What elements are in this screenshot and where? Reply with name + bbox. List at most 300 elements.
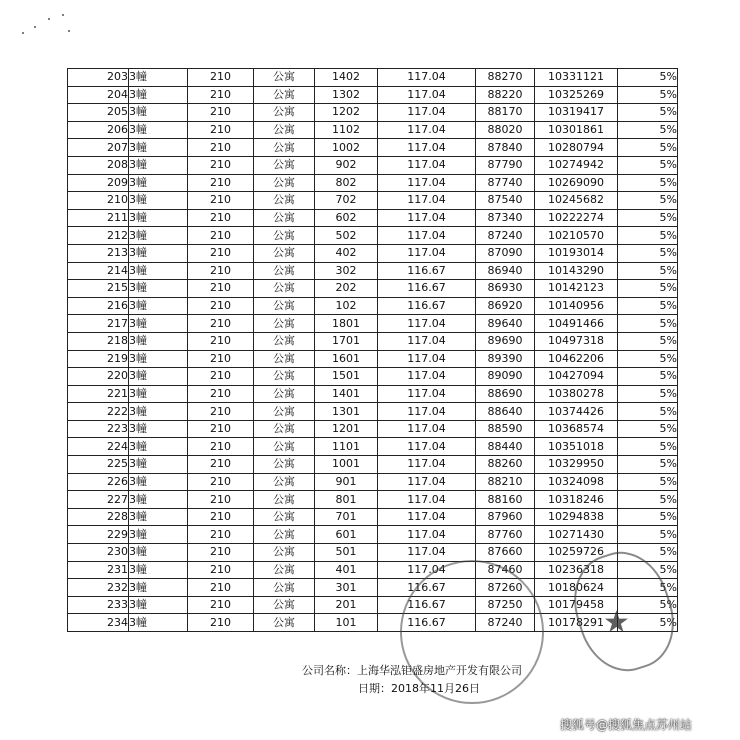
area-cell: 116.67	[378, 262, 476, 280]
rate-cell: 5%	[618, 561, 678, 579]
plot-cell: 210	[188, 104, 254, 122]
unit-price-cell: 89640	[476, 315, 535, 333]
rate-cell: 5%	[618, 104, 678, 122]
building-cell: 3幢	[129, 614, 188, 632]
plot-cell: 210	[188, 403, 254, 421]
use-cell: 公寓	[254, 332, 315, 350]
area-cell: 117.04	[378, 86, 476, 104]
unit-price-cell: 88160	[476, 491, 535, 509]
rate-cell: 5%	[618, 192, 678, 210]
row-number-cell: 204	[68, 86, 129, 104]
building-cell: 3幢	[129, 561, 188, 579]
unit-price-cell: 88220	[476, 86, 535, 104]
building-cell: 3幢	[129, 86, 188, 104]
rate-cell: 5%	[618, 438, 678, 456]
row-number-cell: 209	[68, 174, 129, 192]
row-number-cell: 223	[68, 420, 129, 438]
row-number-cell: 207	[68, 139, 129, 157]
rate-cell: 5%	[618, 139, 678, 157]
unit-price-cell: 86920	[476, 297, 535, 315]
building-cell: 3幢	[129, 526, 188, 544]
area-cell: 117.04	[378, 104, 476, 122]
area-cell: 117.04	[378, 209, 476, 227]
total-price-cell: 10143290	[535, 262, 618, 280]
total-price-cell: 10142123	[535, 280, 618, 298]
plot-cell: 210	[188, 579, 254, 597]
area-cell: 117.04	[378, 385, 476, 403]
row-number-cell: 216	[68, 297, 129, 315]
plot-cell: 210	[188, 508, 254, 526]
table-row	[68, 332, 678, 350]
building-cell: 3幢	[129, 121, 188, 139]
building-cell: 3幢	[129, 227, 188, 245]
plot-cell: 210	[188, 156, 254, 174]
unit-number-cell: 502	[315, 227, 378, 245]
total-price-cell: 10178291	[535, 614, 618, 632]
unit-number-cell: 1301	[315, 403, 378, 421]
table-row	[68, 403, 678, 421]
scan-specks	[18, 10, 78, 50]
total-price-cell: 10271430	[535, 526, 618, 544]
area-cell: 117.04	[378, 420, 476, 438]
unit-number-cell: 602	[315, 209, 378, 227]
rate-cell: 5%	[618, 508, 678, 526]
use-cell: 公寓	[254, 209, 315, 227]
rate-cell: 5%	[618, 368, 678, 386]
table-row	[68, 69, 678, 87]
use-cell: 公寓	[254, 139, 315, 157]
use-cell: 公寓	[254, 86, 315, 104]
unit-number-cell: 402	[315, 244, 378, 262]
seal-star-icon: ★	[603, 605, 630, 640]
total-price-cell: 10193014	[535, 244, 618, 262]
company-label: 公司名称：	[302, 664, 357, 677]
row-number-cell: 215	[68, 280, 129, 298]
rate-cell: 5%	[618, 614, 678, 632]
rate-cell: 5%	[618, 403, 678, 421]
building-cell: 3幢	[129, 139, 188, 157]
unit-price-cell: 87250	[476, 596, 535, 614]
row-number-cell: 203	[68, 69, 129, 87]
rate-cell: 5%	[618, 69, 678, 87]
area-cell: 117.04	[378, 561, 476, 579]
unit-price-cell: 88690	[476, 385, 535, 403]
building-cell: 3幢	[129, 104, 188, 122]
area-cell: 117.04	[378, 121, 476, 139]
unit-number-cell: 901	[315, 473, 378, 491]
unit-number-cell: 501	[315, 544, 378, 562]
unit-price-cell: 89090	[476, 368, 535, 386]
total-price-cell: 10329950	[535, 456, 618, 474]
total-price-cell: 10318246	[535, 491, 618, 509]
use-cell: 公寓	[254, 174, 315, 192]
plot-cell: 210	[188, 491, 254, 509]
unit-number-cell: 1601	[315, 350, 378, 368]
rate-cell: 5%	[618, 420, 678, 438]
rate-cell: 5%	[618, 262, 678, 280]
rate-cell: 5%	[618, 332, 678, 350]
unit-number-cell: 201	[315, 596, 378, 614]
plot-cell: 210	[188, 139, 254, 157]
plot-cell: 210	[188, 561, 254, 579]
unit-number-cell: 1701	[315, 332, 378, 350]
total-price-cell: 10274942	[535, 156, 618, 174]
use-cell: 公寓	[254, 614, 315, 632]
row-number-cell: 208	[68, 156, 129, 174]
building-cell: 3幢	[129, 262, 188, 280]
rate-cell: 5%	[618, 227, 678, 245]
area-cell: 117.04	[378, 526, 476, 544]
use-cell: 公寓	[254, 438, 315, 456]
unit-number-cell: 702	[315, 192, 378, 210]
total-price-cell: 10280794	[535, 139, 618, 157]
table-row	[68, 508, 678, 526]
plot-cell: 210	[188, 596, 254, 614]
plot-cell: 210	[188, 244, 254, 262]
row-number-cell: 224	[68, 438, 129, 456]
use-cell: 公寓	[254, 561, 315, 579]
unit-number-cell: 1202	[315, 104, 378, 122]
price-table	[67, 68, 678, 632]
table-row	[68, 526, 678, 544]
rate-cell: 5%	[618, 86, 678, 104]
unit-number-cell: 1801	[315, 315, 378, 333]
unit-price-cell: 88170	[476, 104, 535, 122]
rate-cell: 5%	[618, 244, 678, 262]
table-row	[68, 121, 678, 139]
use-cell: 公寓	[254, 544, 315, 562]
building-cell: 3幢	[129, 544, 188, 562]
unit-price-cell: 87460	[476, 561, 535, 579]
table-row	[68, 544, 678, 562]
row-number-cell: 206	[68, 121, 129, 139]
table-row	[68, 491, 678, 509]
total-price-cell: 10179458	[535, 596, 618, 614]
area-cell: 116.67	[378, 280, 476, 298]
unit-price-cell: 86940	[476, 262, 535, 280]
use-cell: 公寓	[254, 156, 315, 174]
table-row	[68, 156, 678, 174]
building-cell: 3幢	[129, 508, 188, 526]
use-cell: 公寓	[254, 104, 315, 122]
building-cell: 3幢	[129, 385, 188, 403]
table-row	[68, 350, 678, 368]
unit-number-cell: 1001	[315, 456, 378, 474]
plot-cell: 210	[188, 456, 254, 474]
area-cell: 116.67	[378, 596, 476, 614]
rate-cell: 5%	[618, 280, 678, 298]
unit-price-cell: 89690	[476, 332, 535, 350]
unit-price-cell: 88210	[476, 473, 535, 491]
total-price-cell: 10222274	[535, 209, 618, 227]
unit-price-cell: 88020	[476, 121, 535, 139]
source-watermark: 搜狐号@搜狐焦点苏州站	[560, 718, 693, 732]
building-cell: 3幢	[129, 350, 188, 368]
table-row	[68, 456, 678, 474]
row-number-cell: 213	[68, 244, 129, 262]
plot-cell: 210	[188, 174, 254, 192]
row-number-cell: 212	[68, 227, 129, 245]
total-price-cell: 10374426	[535, 403, 618, 421]
area-cell: 117.04	[378, 332, 476, 350]
area-cell: 117.04	[378, 156, 476, 174]
unit-price-cell: 87840	[476, 139, 535, 157]
table-row	[68, 315, 678, 333]
plot-cell: 210	[188, 86, 254, 104]
total-price-cell: 10294838	[535, 508, 618, 526]
total-price-cell: 10462206	[535, 350, 618, 368]
total-price-cell: 10427094	[535, 368, 618, 386]
use-cell: 公寓	[254, 596, 315, 614]
unit-price-cell: 87240	[476, 227, 535, 245]
building-cell: 3幢	[129, 244, 188, 262]
plot-cell: 210	[188, 69, 254, 87]
use-cell: 公寓	[254, 491, 315, 509]
company-name-line	[302, 662, 522, 678]
unit-number-cell: 1101	[315, 438, 378, 456]
use-cell: 公寓	[254, 121, 315, 139]
unit-number-cell: 1401	[315, 385, 378, 403]
plot-cell: 210	[188, 121, 254, 139]
use-cell: 公寓	[254, 526, 315, 544]
table-row	[68, 262, 678, 280]
unit-price-cell: 87260	[476, 579, 535, 597]
total-price-cell: 10325269	[535, 86, 618, 104]
unit-number-cell: 902	[315, 156, 378, 174]
rate-cell: 5%	[618, 156, 678, 174]
building-cell: 3幢	[129, 438, 188, 456]
rate-cell: 5%	[618, 491, 678, 509]
table-row	[68, 297, 678, 315]
building-cell: 3幢	[129, 456, 188, 474]
plot-cell: 210	[188, 192, 254, 210]
total-price-cell: 10319417	[535, 104, 618, 122]
area-cell: 117.04	[378, 491, 476, 509]
table-row	[68, 420, 678, 438]
unit-price-cell: 87790	[476, 156, 535, 174]
plot-cell: 210	[188, 209, 254, 227]
area-cell: 116.67	[378, 614, 476, 632]
unit-number-cell: 102	[315, 297, 378, 315]
building-cell: 3幢	[129, 368, 188, 386]
area-cell: 116.67	[378, 297, 476, 315]
plot-cell: 210	[188, 368, 254, 386]
unit-number-cell: 1402	[315, 69, 378, 87]
plot-cell: 210	[188, 315, 254, 333]
building-cell: 3幢	[129, 297, 188, 315]
building-cell: 3幢	[129, 315, 188, 333]
rate-cell: 5%	[618, 456, 678, 474]
table-row	[68, 86, 678, 104]
use-cell: 公寓	[254, 579, 315, 597]
unit-number-cell: 601	[315, 526, 378, 544]
date-label: 日期：	[358, 682, 391, 695]
building-cell: 3幢	[129, 579, 188, 597]
row-number-cell: 221	[68, 385, 129, 403]
rate-cell: 5%	[618, 350, 678, 368]
table-row	[68, 209, 678, 227]
table-body	[68, 69, 678, 632]
area-cell: 117.04	[378, 473, 476, 491]
plot-cell: 210	[188, 262, 254, 280]
unit-price-cell: 87540	[476, 192, 535, 210]
use-cell: 公寓	[254, 420, 315, 438]
use-cell: 公寓	[254, 69, 315, 87]
unit-price-cell: 89390	[476, 350, 535, 368]
row-number-cell: 233	[68, 596, 129, 614]
table-row	[68, 438, 678, 456]
plot-cell: 210	[188, 350, 254, 368]
rate-cell: 5%	[618, 297, 678, 315]
plot-cell: 210	[188, 544, 254, 562]
company-name: 上海华泓钜盛房地产开发有限公司	[357, 664, 522, 677]
area-cell: 117.04	[378, 438, 476, 456]
unit-price-cell: 88440	[476, 438, 535, 456]
building-cell: 3幢	[129, 280, 188, 298]
total-price-cell: 10245682	[535, 192, 618, 210]
total-price-cell: 10324098	[535, 473, 618, 491]
row-number-cell: 229	[68, 526, 129, 544]
rate-cell: 5%	[618, 174, 678, 192]
row-number-cell: 231	[68, 561, 129, 579]
total-price-cell: 10331121	[535, 69, 618, 87]
unit-number-cell: 101	[315, 614, 378, 632]
unit-price-cell: 87090	[476, 244, 535, 262]
unit-number-cell: 401	[315, 561, 378, 579]
plot-cell: 210	[188, 280, 254, 298]
unit-number-cell: 1501	[315, 368, 378, 386]
row-number-cell: 218	[68, 332, 129, 350]
building-cell: 3幢	[129, 473, 188, 491]
date-value: 2018年11月26日	[391, 682, 480, 695]
plot-cell: 210	[188, 227, 254, 245]
row-number-cell: 211	[68, 209, 129, 227]
row-number-cell: 227	[68, 491, 129, 509]
unit-price-cell: 87960	[476, 508, 535, 526]
date-line	[358, 680, 480, 696]
area-cell: 117.04	[378, 315, 476, 333]
area-cell: 117.04	[378, 544, 476, 562]
use-cell: 公寓	[254, 262, 315, 280]
unit-price-cell: 87740	[476, 174, 535, 192]
table-row	[68, 368, 678, 386]
total-price-cell: 10269090	[535, 174, 618, 192]
building-cell: 3幢	[129, 332, 188, 350]
total-price-cell: 10140956	[535, 297, 618, 315]
table-row	[68, 385, 678, 403]
unit-price-cell: 88590	[476, 420, 535, 438]
building-cell: 3幢	[129, 69, 188, 87]
table-row	[68, 280, 678, 298]
row-number-cell: 214	[68, 262, 129, 280]
rate-cell: 5%	[618, 579, 678, 597]
use-cell: 公寓	[254, 456, 315, 474]
table-row	[68, 473, 678, 491]
unit-price-cell: 87760	[476, 526, 535, 544]
unit-number-cell: 1002	[315, 139, 378, 157]
row-number-cell: 232	[68, 579, 129, 597]
use-cell: 公寓	[254, 280, 315, 298]
row-number-cell: 220	[68, 368, 129, 386]
plot-cell: 210	[188, 420, 254, 438]
unit-number-cell: 302	[315, 262, 378, 280]
rate-cell: 5%	[618, 385, 678, 403]
row-number-cell: 226	[68, 473, 129, 491]
use-cell: 公寓	[254, 315, 315, 333]
area-cell: 117.04	[378, 350, 476, 368]
area-cell: 117.04	[378, 368, 476, 386]
rate-cell: 5%	[618, 473, 678, 491]
area-cell: 117.04	[378, 456, 476, 474]
area-cell: 117.04	[378, 403, 476, 421]
use-cell: 公寓	[254, 403, 315, 421]
building-cell: 3幢	[129, 192, 188, 210]
plot-cell: 210	[188, 526, 254, 544]
table-row	[68, 227, 678, 245]
unit-price-cell: 88270	[476, 69, 535, 87]
rate-cell: 5%	[618, 544, 678, 562]
unit-price-cell: 88260	[476, 456, 535, 474]
area-cell: 117.04	[378, 192, 476, 210]
area-cell: 117.04	[378, 139, 476, 157]
total-price-cell: 10236318	[535, 561, 618, 579]
total-price-cell: 10497318	[535, 332, 618, 350]
total-price-cell: 10180624	[535, 579, 618, 597]
rate-cell: 5%	[618, 526, 678, 544]
use-cell: 公寓	[254, 244, 315, 262]
row-number-cell: 205	[68, 104, 129, 122]
use-cell: 公寓	[254, 368, 315, 386]
table-row	[68, 139, 678, 157]
row-number-cell: 210	[68, 192, 129, 210]
total-price-cell: 10351018	[535, 438, 618, 456]
unit-price-cell: 87340	[476, 209, 535, 227]
use-cell: 公寓	[254, 473, 315, 491]
table-row	[68, 192, 678, 210]
area-cell: 116.67	[378, 579, 476, 597]
total-price-cell: 10491466	[535, 315, 618, 333]
total-price-cell: 10380278	[535, 385, 618, 403]
plot-cell: 210	[188, 385, 254, 403]
building-cell: 3幢	[129, 156, 188, 174]
table-row	[68, 244, 678, 262]
plot-cell: 210	[188, 614, 254, 632]
rate-cell: 5%	[618, 209, 678, 227]
area-cell: 117.04	[378, 508, 476, 526]
use-cell: 公寓	[254, 350, 315, 368]
row-number-cell: 230	[68, 544, 129, 562]
row-number-cell: 234	[68, 614, 129, 632]
table-row	[68, 174, 678, 192]
unit-number-cell: 202	[315, 280, 378, 298]
row-number-cell: 225	[68, 456, 129, 474]
total-price-cell: 10259726	[535, 544, 618, 562]
table-row	[68, 104, 678, 122]
unit-price-cell: 87660	[476, 544, 535, 562]
total-price-cell: 10210570	[535, 227, 618, 245]
building-cell: 3幢	[129, 596, 188, 614]
building-cell: 3幢	[129, 403, 188, 421]
plot-cell: 210	[188, 332, 254, 350]
use-cell: 公寓	[254, 508, 315, 526]
area-cell: 117.04	[378, 244, 476, 262]
unit-price-cell: 86930	[476, 280, 535, 298]
unit-number-cell: 301	[315, 579, 378, 597]
unit-number-cell: 802	[315, 174, 378, 192]
unit-number-cell: 1302	[315, 86, 378, 104]
use-cell: 公寓	[254, 227, 315, 245]
unit-number-cell: 701	[315, 508, 378, 526]
